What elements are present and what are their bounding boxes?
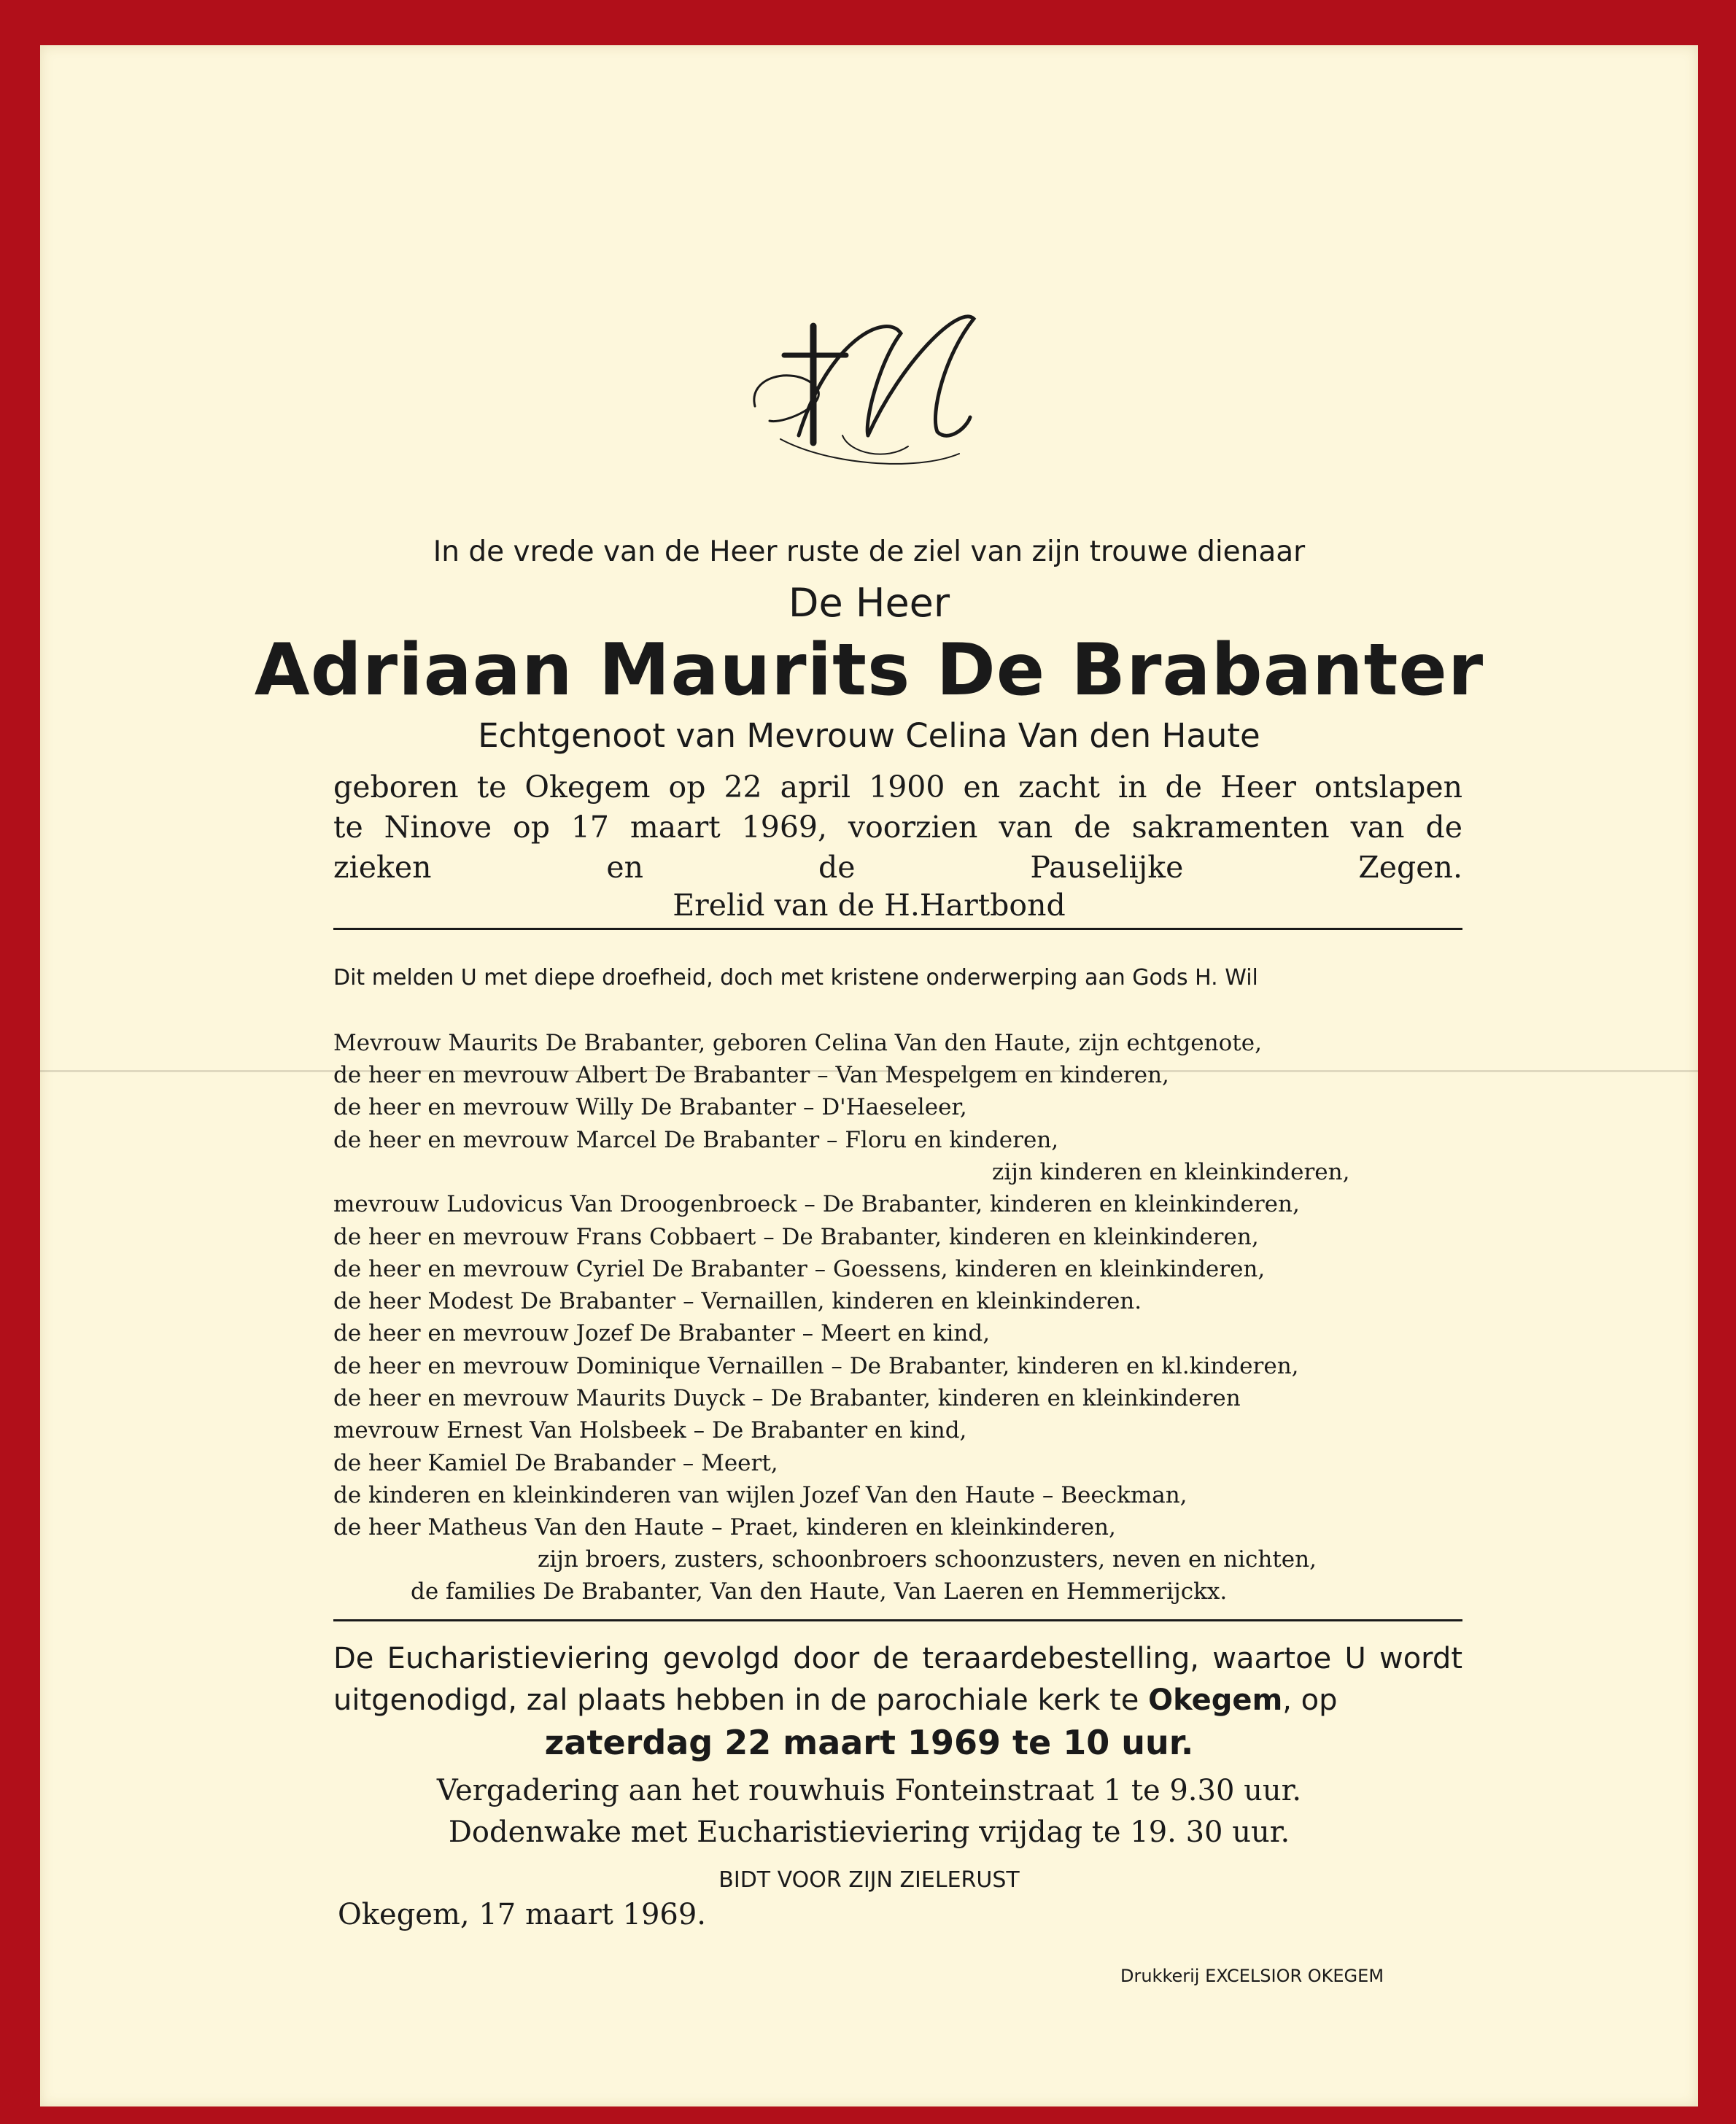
announcement-line: Dit melden U met diepe droefheid, doch met kristene onderwerping aan Gods H. Wil bbox=[333, 965, 1258, 991]
ceremony-line-2-end: , op bbox=[1282, 1683, 1338, 1717]
family-line: mevrouw Ernest Van Holsbeek – De Brabanter en kind, bbox=[333, 1417, 967, 1443]
gathering-line: Vergadering aan het rouwhuis Fonteinstraat 1 te 9.30 uur. bbox=[436, 1774, 1302, 1807]
death-notice-card bbox=[40, 45, 1698, 2106]
deceased-name: Adriaan Maurits De Brabanter bbox=[254, 629, 1484, 712]
family-line: de families De Brabanter, Van den Haute, Van Laeren en Hemmerijckx. bbox=[411, 1578, 1228, 1605]
divider-top bbox=[333, 928, 1462, 930]
prayer-line: BIDT VOOR ZIJN ZIELERUST bbox=[718, 1867, 1020, 1893]
ceremony-line-2-text: uitgenodigd, zal plaats hebben in de parochiale kerk te bbox=[333, 1683, 1149, 1717]
family-line: de heer en mevrouw Albert De Brabanter – Van Mespelgem en kinderen, bbox=[333, 1062, 1169, 1088]
family-line: zijn kinderen en kleinkinderen, bbox=[992, 1159, 1350, 1185]
family-line: de heer en mevrouw Frans Cobbaert – De Brabanter, kinderen en kleinkinderen, bbox=[333, 1224, 1259, 1250]
family-line: de kinderen en kleinkinderen van wijlen Jozef Van den Haute – Beeckman, bbox=[333, 1482, 1187, 1508]
divider-bottom bbox=[333, 1619, 1462, 1621]
bio-line-2: te Ninove op 17 maart 1969, voorzien van de sakramenten van de bbox=[333, 810, 1462, 845]
family-line: de heer en mevrouw Cyriel De Brabanter – Goessens, kinderen en kleinkinderen, bbox=[333, 1256, 1266, 1282]
bio-line-1: geboren te Okegem op 22 april 1900 en zacht in de Heer ontslapen bbox=[333, 770, 1462, 805]
family-line: de heer Matheus Van den Haute – Praet, kinderen en kleinkinderen, bbox=[333, 1514, 1116, 1540]
family-line: de heer en mevrouw Dominique Vernaillen – De Brabanter, kinderen en kl.kinderen, bbox=[333, 1353, 1299, 1379]
cross-monogram-icon bbox=[740, 297, 1003, 501]
family-line: de heer en mevrouw Marcel De Brabanter – Floru en kinderen, bbox=[333, 1127, 1059, 1153]
family-line: Mevrouw Maurits De Brabanter, geboren Celina Van den Haute, zijn echtgenote, bbox=[333, 1030, 1262, 1056]
membership-line: Erelid van de H.Hartbond bbox=[673, 888, 1066, 923]
family-line: mevrouw Ludovicus Van Droogenbroeck – De Brabanter, kinderen en kleinkinderen, bbox=[333, 1191, 1300, 1217]
church-place: Okegem bbox=[1148, 1683, 1283, 1717]
bio-line-3: zieken en de Pauselijke Zegen. bbox=[333, 850, 1462, 885]
salutation: De Heer bbox=[788, 580, 950, 626]
wake-line: Dodenwake met Eucharistieviering vrijdag te 19. 30 uur. bbox=[448, 1815, 1290, 1849]
family-line: zijn broers, zusters, schoonbroers schoonzusters, neven en nichten, bbox=[538, 1546, 1317, 1573]
family-line: de heer en mevrouw Maurits Duyck – De Brabanter, kinderen en kleinkinderen bbox=[333, 1385, 1241, 1411]
place-date: Okegem, 17 maart 1969. bbox=[338, 1898, 706, 1931]
intro-line: In de vrede van de Heer ruste de ziel van zijn trouwe dienaar bbox=[433, 535, 1306, 568]
printer-credit: Drukkerij EXCELSIOR OKEGEM bbox=[1120, 1966, 1384, 1986]
family-line: de heer en mevrouw Willy De Brabanter – D'Haeseleer, bbox=[333, 1094, 967, 1120]
ceremony-line-1: De Eucharistieviering gevolgd door de teraardebestelling, waartoe U wordt bbox=[333, 1642, 1462, 1675]
ceremony-line-2 bbox=[333, 1683, 1338, 1717]
ceremony-date: zaterdag 22 maart 1969 te 10 uur. bbox=[544, 1723, 1194, 1762]
spouse-line: Echtgenoot van Mevrouw Celina Van den Haute bbox=[478, 716, 1260, 755]
family-line: de heer Kamiel De Brabander – Meert, bbox=[333, 1450, 778, 1476]
family-line: de heer Modest De Brabanter – Vernaillen, kinderen en kleinkinderen. bbox=[333, 1288, 1142, 1314]
family-line: de heer en mevrouw Jozef De Brabanter – Meert en kind, bbox=[333, 1320, 991, 1346]
